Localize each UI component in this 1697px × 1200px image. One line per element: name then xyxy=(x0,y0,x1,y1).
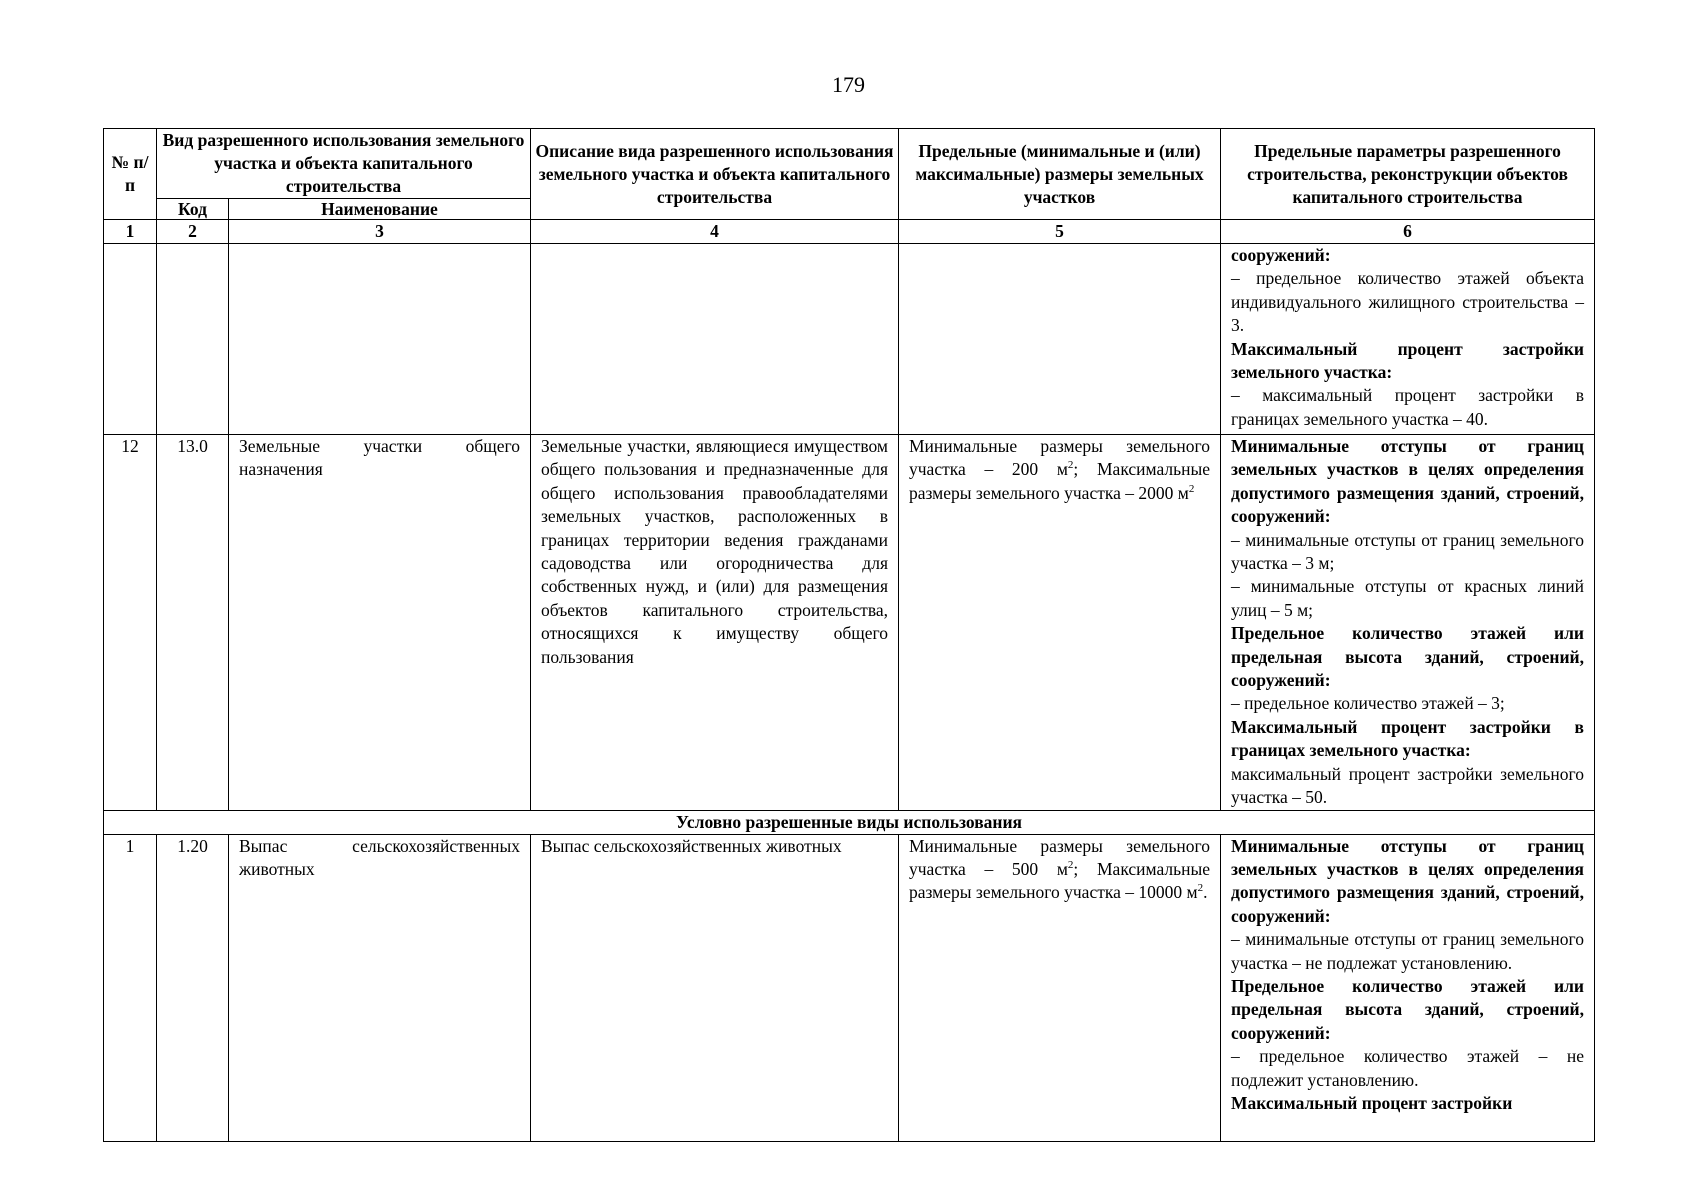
param-line: – минимальные отступы от красных линий улиц – 5 м; xyxy=(1231,576,1584,620)
param-line: Максимальный процент застройки в границах земельного участка: xyxy=(1231,716,1584,761)
cell-code xyxy=(157,244,229,435)
size-max: Максимальные размеры земельного участка – 10000 м xyxy=(909,858,1211,903)
column-number: 5 xyxy=(899,220,1221,244)
param-line: – предельное количество этажей объекта индивидуального жилищного строительства – 3. xyxy=(1231,268,1584,336)
column-number: 2 xyxy=(157,220,229,244)
header-params: Предельные параметры разрешенного строительства, реконструкции объектов капитального строительства xyxy=(1221,129,1595,220)
column-number: 3 xyxy=(229,220,531,244)
column-number: 4 xyxy=(531,220,899,244)
size-min: Минимальные размеры земельного участка – 200 м xyxy=(909,436,1210,480)
param-line: Минимальные отступы от границ земельных участков в целях определения допустимого размещения зданий, строений, сооружений: xyxy=(1231,436,1584,527)
cell-sizes xyxy=(899,834,1221,1141)
param-line: – предельное количество этажей – 3; xyxy=(1231,693,1505,714)
header-name: Наименование xyxy=(229,199,531,220)
size-min-sup: 2 xyxy=(1067,459,1074,472)
header-sizes: Предельные (минимальные и (или) максимальные) размеры земельных участков xyxy=(899,129,1221,220)
param-line: Предельное количество этажей или предельная высота зданий, строений, сооружений: xyxy=(1231,975,1584,1043)
header-row-1 xyxy=(104,129,1595,199)
table-row-1 xyxy=(104,834,1595,1141)
cell-params xyxy=(1221,834,1595,1141)
cell-description: Выпас сельскохозяйственных животных xyxy=(531,834,899,1141)
param-line: Максимальный процент застройки xyxy=(1231,1092,1513,1113)
column-number: 6 xyxy=(1221,220,1595,244)
cell-description xyxy=(531,244,899,435)
cell-params xyxy=(1221,435,1595,811)
column-number-row xyxy=(104,220,1595,244)
size-max: Максимальные размеры земельного участка – 2000 м xyxy=(909,459,1211,503)
size-min-sup: 2 xyxy=(1067,859,1074,872)
header-use-type: Вид разрешенного использования земельного участка и объекта капитального строительства xyxy=(157,129,531,199)
param-line: Минимальные отступы от границ земельных участков в целях определения допустимого размещения зданий, строений, сооружений: xyxy=(1231,835,1584,926)
param-line: – минимальные отступы от границ земельного участка – 3 м; xyxy=(1231,529,1584,574)
column-number: 1 xyxy=(104,220,157,244)
page-number: 179 xyxy=(832,72,865,97)
cell-description: Земельные участки, являющиеся имуществом общего пользования и предназначенные для общего использования правообладателями земельных участков, расположенных в границах территории ведения гражданами садоводства или огородничества для собственных нужд, и (или) для размещения объектов капитального строительства, относящихся к имуществу общего пользования xyxy=(531,435,899,811)
cell-sizes xyxy=(899,244,1221,435)
size-max-sup: 2 xyxy=(1188,482,1195,495)
zoning-table xyxy=(103,128,1595,1142)
cell-name: Земельные участки общего назначения xyxy=(229,435,531,811)
size-max-end: . xyxy=(1203,882,1208,903)
param-line: максимальный процент застройки земельного участка – 50. xyxy=(1231,763,1584,808)
cell-code: 1.20 xyxy=(157,834,229,1141)
cell-code: 13.0 xyxy=(157,435,229,811)
size-min-end: ; xyxy=(1073,459,1079,480)
size-min-end: ; xyxy=(1073,858,1079,879)
header-description: Описание вида разрешенного использования земельного участка и объекта капитального строительства xyxy=(531,129,899,220)
header-num: № п/п xyxy=(104,129,157,220)
table-row-continuation xyxy=(104,244,1595,435)
cell-sizes xyxy=(899,435,1221,811)
param-line: Предельное количество этажей или предельная высота зданий, строений, сооружений: xyxy=(1231,623,1584,691)
section-row xyxy=(104,810,1595,834)
cell-name xyxy=(229,244,531,435)
cell-name: Выпас сельскохозяйственных животных xyxy=(229,834,531,1141)
cell-num xyxy=(104,244,157,435)
section-title: Условно разрешенные виды использования xyxy=(104,810,1595,834)
table-row-12 xyxy=(104,435,1595,811)
header-code: Код xyxy=(157,199,229,220)
cell-params xyxy=(1221,244,1595,435)
cell-num: 12 xyxy=(104,435,157,811)
size-max-sup: 2 xyxy=(1197,882,1204,895)
param-line: – максимальный процент застройки в границах земельного участка – 40. xyxy=(1231,385,1584,429)
param-line: – предельное количество этажей – не подлежит установлению. xyxy=(1231,1046,1584,1090)
param-line: сооружений: xyxy=(1231,245,1331,265)
param-line: – минимальные отступы от границ земельного участка – не подлежат установлению. xyxy=(1231,929,1584,973)
size-min: Минимальные размеры земельного участка – 500 м xyxy=(909,835,1210,879)
param-line: Максимальный процент застройки земельного участка: xyxy=(1231,338,1584,383)
cell-num: 1 xyxy=(104,834,157,1141)
